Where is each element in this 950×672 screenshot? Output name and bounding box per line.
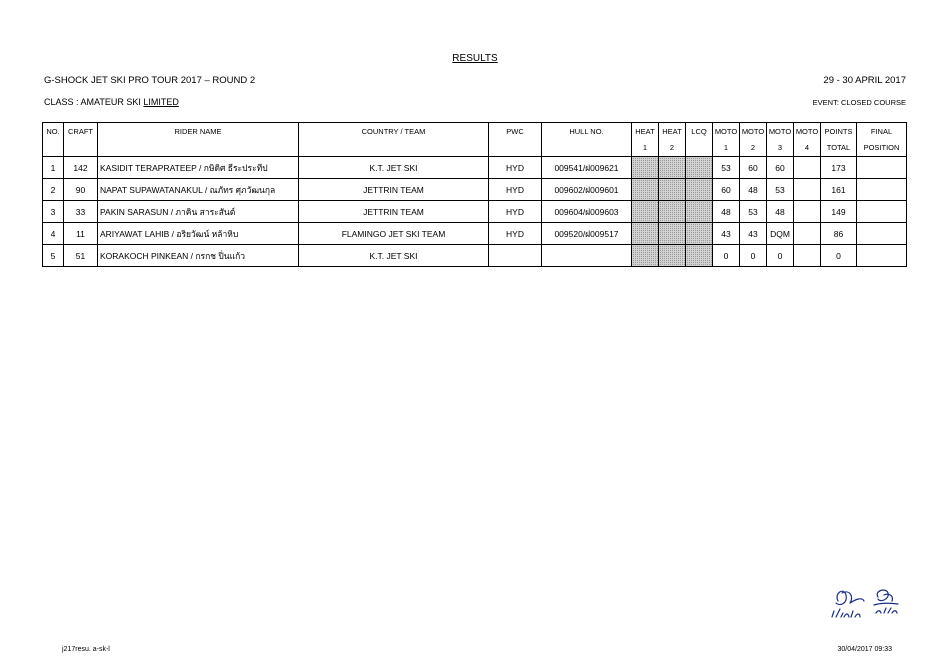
cell-heat2 bbox=[659, 157, 686, 179]
cell-moto3: 0 bbox=[767, 245, 794, 267]
results-table bbox=[42, 122, 907, 267]
cell-hull: 009604/ฝ009603 bbox=[542, 201, 632, 223]
cell-heat1 bbox=[632, 179, 659, 201]
cell-total: 173 bbox=[821, 157, 857, 179]
cell-heat1 bbox=[632, 223, 659, 245]
cell-rider: ARIYAWAT LAHIB / อริยวัฒน์ หล้าหิบ bbox=[98, 223, 299, 245]
col-final-header: FINAL bbox=[857, 123, 907, 140]
cell-lcq bbox=[686, 157, 713, 179]
cell-no: 4 bbox=[43, 223, 64, 245]
table-row bbox=[43, 157, 907, 179]
class-value: LIMITED bbox=[143, 97, 179, 107]
col-heat2-sub: 2 bbox=[659, 140, 686, 157]
cell-heat1 bbox=[632, 157, 659, 179]
cell-final bbox=[857, 201, 907, 223]
cell-moto1: 0 bbox=[713, 245, 740, 267]
table-row bbox=[43, 201, 907, 223]
cell-moto3: 53 bbox=[767, 179, 794, 201]
footer-file-code: j217resu. a-sk-l bbox=[62, 646, 110, 653]
cell-final bbox=[857, 179, 907, 201]
cell-moto4 bbox=[794, 179, 821, 201]
col-points-header: POINTS bbox=[821, 123, 857, 140]
cell-total: 161 bbox=[821, 179, 857, 201]
col-rider-header: RIDER NAME bbox=[98, 123, 299, 140]
col-team-sub bbox=[299, 140, 489, 157]
cell-craft: 142 bbox=[64, 157, 98, 179]
cell-moto3: 60 bbox=[767, 157, 794, 179]
event-type: EVENT: CLOSED COURSE bbox=[812, 98, 906, 107]
handwritten-signatures bbox=[828, 583, 908, 625]
cell-total: 86 bbox=[821, 223, 857, 245]
cell-team: K.T. JET SKI bbox=[299, 157, 489, 179]
col-moto2-sub: 2 bbox=[740, 140, 767, 157]
col-no-header: NO. bbox=[43, 123, 64, 140]
cell-heat2 bbox=[659, 201, 686, 223]
cell-lcq bbox=[686, 245, 713, 267]
col-moto4-header: MOTO bbox=[794, 123, 821, 140]
cell-rider: NAPAT SUPAWATANAKUL / ณภัทร ศุภวัฒนกุล bbox=[98, 179, 299, 201]
cell-pwc: HYD bbox=[489, 157, 542, 179]
col-lcq-header: LCQ bbox=[686, 123, 713, 140]
class-line bbox=[44, 97, 179, 107]
cell-heat2 bbox=[659, 245, 686, 267]
cell-team: K.T. JET SKI bbox=[299, 245, 489, 267]
cell-moto4 bbox=[794, 223, 821, 245]
cell-moto2: 60 bbox=[740, 157, 767, 179]
col-craft-sub bbox=[64, 140, 98, 157]
col-hull-sub bbox=[542, 140, 632, 157]
cell-no: 1 bbox=[43, 157, 64, 179]
col-heat2-header: HEAT bbox=[659, 123, 686, 140]
cell-moto3: DQM bbox=[767, 223, 794, 245]
col-craft-header: CRAFT bbox=[64, 123, 98, 140]
col-hull-header: HULL NO. bbox=[542, 123, 632, 140]
cell-total: 0 bbox=[821, 245, 857, 267]
cell-moto2: 43 bbox=[740, 223, 767, 245]
cell-hull: 009520/ฝ009517 bbox=[542, 223, 632, 245]
col-pwc-sub bbox=[489, 140, 542, 157]
cell-moto1: 60 bbox=[713, 179, 740, 201]
cell-heat2 bbox=[659, 179, 686, 201]
header-subrow bbox=[43, 140, 907, 157]
col-final-sub: POSITION bbox=[857, 140, 907, 157]
cell-hull bbox=[542, 245, 632, 267]
col-pwc-header: PWC bbox=[489, 123, 542, 140]
col-moto3-sub: 3 bbox=[767, 140, 794, 157]
table-row bbox=[43, 245, 907, 267]
cell-moto1: 48 bbox=[713, 201, 740, 223]
cell-team: FLAMINGO JET SKI TEAM bbox=[299, 223, 489, 245]
cell-rider: KORAKOCH PINKEAN / กรกช ปิ่นแก้ว bbox=[98, 245, 299, 267]
col-lcq-sub bbox=[686, 140, 713, 157]
col-points-sub: TOTAL bbox=[821, 140, 857, 157]
cell-final bbox=[857, 157, 907, 179]
cell-pwc: HYD bbox=[489, 201, 542, 223]
col-moto1-header: MOTO bbox=[713, 123, 740, 140]
cell-moto4 bbox=[794, 201, 821, 223]
cell-heat1 bbox=[632, 201, 659, 223]
cell-hull: 009541/ฝ009621 bbox=[542, 157, 632, 179]
col-team-header: COUNTRY / TEAM bbox=[299, 123, 489, 140]
cell-moto3: 48 bbox=[767, 201, 794, 223]
table-row bbox=[43, 223, 907, 245]
footer-timestamp: 30/04/2017 09:33 bbox=[837, 646, 892, 653]
cell-team: JETTRIN TEAM bbox=[299, 201, 489, 223]
cell-final bbox=[857, 245, 907, 267]
header-row bbox=[43, 123, 907, 140]
cell-craft: 90 bbox=[64, 179, 98, 201]
table-row bbox=[43, 179, 907, 201]
class-label: CLASS : AMATEUR SKI bbox=[44, 97, 141, 107]
cell-craft: 11 bbox=[64, 223, 98, 245]
signature-icon bbox=[828, 583, 908, 625]
cell-craft: 51 bbox=[64, 245, 98, 267]
cell-no: 2 bbox=[43, 179, 64, 201]
cell-heat1 bbox=[632, 245, 659, 267]
col-moto3-header: MOTO bbox=[767, 123, 794, 140]
cell-moto2: 0 bbox=[740, 245, 767, 267]
cell-moto4 bbox=[794, 157, 821, 179]
cell-rider: KASIDIT TERAPRATEEP / กษิดิศ ธีระประทีป bbox=[98, 157, 299, 179]
col-no-sub bbox=[43, 140, 64, 157]
cell-heat2 bbox=[659, 223, 686, 245]
col-heat1-header: HEAT bbox=[632, 123, 659, 140]
cell-moto4 bbox=[794, 245, 821, 267]
cell-lcq bbox=[686, 179, 713, 201]
col-moto4-sub: 4 bbox=[794, 140, 821, 157]
cell-total: 149 bbox=[821, 201, 857, 223]
cell-final bbox=[857, 223, 907, 245]
cell-pwc: HYD bbox=[489, 223, 542, 245]
cell-moto1: 53 bbox=[713, 157, 740, 179]
cell-moto2: 48 bbox=[740, 179, 767, 201]
cell-hull: 009602/ฝ009601 bbox=[542, 179, 632, 201]
cell-moto1: 43 bbox=[713, 223, 740, 245]
cell-moto2: 53 bbox=[740, 201, 767, 223]
page-title: RESULTS bbox=[452, 53, 498, 64]
cell-no: 3 bbox=[43, 201, 64, 223]
col-heat1-sub: 1 bbox=[632, 140, 659, 157]
cell-rider: PAKIN SARASUN / ภาคิน สาระสันต์ bbox=[98, 201, 299, 223]
cell-pwc bbox=[489, 245, 542, 267]
col-moto2-header: MOTO bbox=[740, 123, 767, 140]
cell-lcq bbox=[686, 201, 713, 223]
cell-team: JETTRIN TEAM bbox=[299, 179, 489, 201]
cell-no: 5 bbox=[43, 245, 64, 267]
event-name: G-SHOCK JET SKI PRO TOUR 2017 – ROUND 2 bbox=[44, 75, 256, 86]
col-moto1-sub: 1 bbox=[713, 140, 740, 157]
cell-pwc: HYD bbox=[489, 179, 542, 201]
cell-lcq bbox=[686, 223, 713, 245]
cell-craft: 33 bbox=[64, 201, 98, 223]
col-rider-sub bbox=[98, 140, 299, 157]
event-date: 29 - 30 APRIL 2017 bbox=[823, 75, 906, 86]
